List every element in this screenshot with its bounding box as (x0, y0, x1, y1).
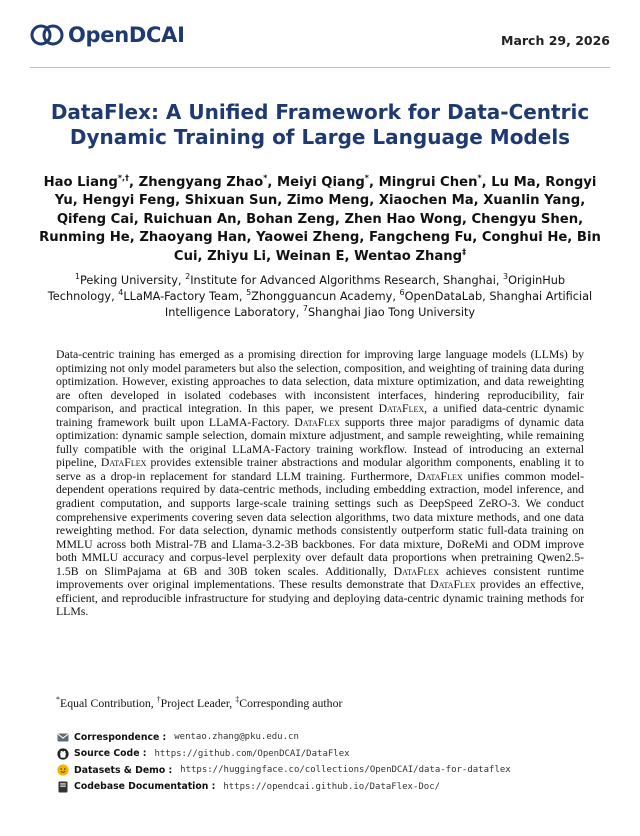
affiliation-number: 1 (74, 272, 80, 282)
author (139, 175, 268, 190)
correspondence-label: Correspondence : (74, 731, 167, 743)
author (256, 230, 359, 245)
source-code-link[interactable]: https://github.com/OpenDCAI/DataFlex (154, 748, 350, 759)
dataflex-name: DataFlex (417, 469, 463, 483)
author (139, 230, 246, 245)
author-name: Ruichuan An (143, 211, 237, 227)
dataflex-name: DataFlex (100, 456, 147, 470)
author-name: Fangcheng Fu (368, 230, 473, 246)
affiliation-number: 3 (503, 272, 509, 282)
author (344, 212, 461, 227)
author-name: Hengyi Feng (82, 193, 176, 209)
affiliation (246, 290, 392, 303)
affiliation-number: 7 (302, 304, 309, 314)
dataflex-name: DataFlex (430, 578, 476, 592)
github-icon (56, 748, 69, 760)
author-name: Runming He (39, 230, 130, 246)
author-name: Meiyi Qiang (277, 175, 365, 190)
contribution-footnote (56, 696, 342, 711)
resource-links (56, 729, 616, 795)
affiliation (303, 306, 475, 319)
affiliation-name: Peking University (79, 274, 178, 287)
author-name: Rongyi Yu (54, 175, 597, 209)
author-name: Zhaoyang Han (139, 230, 247, 246)
header-divider (30, 67, 610, 68)
datasets-demo-link[interactable]: https://huggingface.co/collections/OpenDCAI/data-for-dataflex (180, 765, 511, 776)
author-mark: * (263, 173, 268, 183)
author (44, 175, 129, 190)
link-row-correspondence (56, 729, 616, 746)
dataflex-name: DataFlex (378, 402, 425, 416)
link-row-datasets (56, 762, 616, 779)
author-list: Hao Liang*,†, Zhengyang Zhao*, Meiyi Qiang*, Mingrui Chen*, Lu Ma, Rongyi Yu, Hengyi Feng, Shixuan Sun, Zimo Meng, Xiaochen Ma, Xuanlin Yang, Qifeng Cai, Ruichuan An, Bohan Zeng, Zhen Hao Wong, Chengyu Shen, Runming He, Zhaoyang Han, Yaowei Zheng, Fangcheng Fu, Conghui He, Bin Cui, Zhiyu Li, Weinan E, Wentao Zhang‡ (39, 173, 601, 264)
author (39, 230, 130, 245)
link-row-documentation (56, 779, 616, 796)
author (246, 212, 335, 227)
affiliation-name: LLaMA-Factory Team (123, 290, 239, 303)
dataflex-name: DataFlex (393, 564, 440, 578)
author (491, 175, 535, 190)
author-name: Yaowei Zheng (256, 230, 360, 246)
affiliation (118, 290, 239, 303)
author (143, 212, 236, 227)
opendcai-logo-icon (30, 20, 64, 50)
equal-contribution-text: Equal Contribution, (60, 696, 157, 710)
documentation-link[interactable]: https://opendcai.github.io/DataFlex-Doc/ (223, 781, 441, 792)
abstract: Data-centric training has emerged as a promising direction for improving large language models (LLMs) by optimizing not only model parameters but also the selection, composition, and weighting of training data during optimization. However, existing approaches to data selection, data mixture optimization, and data reweighting are often developed in isolated codebases with inconsistent interfaces, hindering reproducibility, fair comparison, and practical integration. In this paper, we present DataFlex, a unified data-centric dynamic training framework built upon LLaMA-Factory. DataFlex supports three major paradigms of dynamic data optimization: dynamic sample selection, domain mixture adjustment, and sample reweighting, while remaining fully compatible with the original LLaMA-Factory training workflow. Instead of introducing an external pipeline, DataFlex provides extensible trainer abstractions and modular algorithm components, enabling it to serve as a drop-in replacement for standard LLM training. Furthermore, DataFlex unifies common model-dependent operations required by data-centric methods, including embedding extraction, model inference, and gradient computation, and supports large-scale training settings such as DeepSpeed ZeRO-3. We conduct comprehensive experiments covering seven data selection algorithms, two data mixture methods, and one data reweighting method. For data selection, dynamic methods consistently outperform static full-data training on MMLU across both Mistral-7B and Llama-3.2-3B backbones. For data mixture, DoReMi and ODM improve both MMLU accuracy and corpus-level perplexity over default data proportions when pretraining Qwen2.5-1.5B on SlimPajama at 6B and 30B token scales. Additionally, DataFlex achieves consistent runtime improvements over original implementations. These results demonstrate that DataFlex provides an effective, efficient, and reproducible infrastructure for studying and deploying data-centric dynamic training methods for LLMs. (56, 348, 584, 619)
author (277, 175, 369, 190)
affiliation-name: Shanghai Jiao Tong University (308, 306, 476, 319)
author-name: Xiaochen Ma (378, 193, 474, 209)
author-name: Mingrui Chen (378, 175, 478, 190)
author (287, 193, 369, 208)
author (379, 175, 482, 190)
author-name: Xuanlin Yang (483, 193, 581, 209)
affiliation-name: Institute for Advanced Algorithms Research, Shanghai (190, 274, 496, 287)
huggingface-icon (56, 764, 69, 776)
author (472, 212, 579, 227)
author-name: Shixuan Sun (184, 193, 278, 209)
author-name: Lu Ma (491, 175, 536, 190)
opendcai-logo (30, 20, 185, 50)
author (276, 249, 345, 264)
author-name: Zimo Meng (286, 193, 370, 209)
author-name: Zhen Hao Wong (344, 211, 462, 227)
publication-date: March 29, 2026 (501, 33, 610, 48)
author-name: Bohan Zeng (246, 211, 335, 227)
author-name: Weinan E (275, 248, 345, 264)
corresponding-author-text: Corresponding author (239, 696, 343, 710)
author-name: Conghui He (481, 230, 568, 246)
author (379, 193, 474, 208)
equal-contribution-mark: * (56, 695, 60, 705)
affiliation-number: 5 (246, 288, 252, 298)
author-name: Wentao Zhang (354, 248, 463, 264)
author-name: Zhiyu Li (207, 248, 267, 264)
project-leader-mark: † (156, 695, 161, 705)
author (369, 230, 472, 245)
affiliation-number: 4 (118, 288, 124, 298)
author-mark: ‡ (462, 247, 467, 257)
affiliation (185, 274, 496, 287)
affiliation-number: 6 (399, 288, 405, 298)
affiliation-name: OpenDataLab, Shanghai Artificial Intelligence Laboratory (164, 290, 593, 319)
author (185, 193, 277, 208)
author-name: Zhengyang Zhao (138, 175, 264, 190)
paper-title: DataFlex: A Unified Framework for Data-Centric Dynamic Training of Large Language Models (50, 100, 590, 149)
link-row-source-code (56, 746, 616, 763)
dataflex-name: DataFlex (294, 415, 340, 429)
correspondence-email-link[interactable]: wentao.zhang@pku.edu.cn (174, 732, 299, 743)
author-name: Qifeng Cai (56, 211, 134, 227)
author (354, 249, 466, 264)
project-leader-text: Project Leader, (160, 696, 236, 710)
corresponding-author-mark: ‡ (235, 695, 240, 705)
author-mark: * (477, 173, 482, 183)
author (207, 249, 266, 264)
affiliation-number: 2 (185, 272, 191, 282)
author (57, 212, 134, 227)
documentation-label: Codebase Documentation : (74, 781, 216, 793)
author-mark: * (364, 173, 369, 183)
book-icon (56, 781, 69, 793)
affiliation-list: $^1$Peking University, $^2$Institute for Advanced Algorithms Research, Shanghai, $^3$OriginHub Technology, $^4$LLaMA-Factory Team, $^5$Zhongguancun Academy, $^6$OpenDataLab, Shanghai Artificial Intelligence Laboratory, $^7$Shanghai Jiao Tong University (47, 272, 593, 319)
mail-icon (56, 731, 69, 743)
datasets-demo-label: Datasets & Demo : (74, 764, 173, 776)
affiliation (75, 274, 178, 287)
author-name: Chengyu Shen (471, 211, 579, 227)
author-name: Bin Cui (173, 230, 601, 264)
author (482, 230, 567, 245)
author-mark: *,† (117, 173, 130, 183)
source-code-label: Source Code : (74, 748, 147, 760)
header (30, 18, 610, 58)
affiliation-name: OriginHub Technology (47, 274, 566, 303)
logo-text: OpenDCAI (68, 23, 185, 47)
affiliation-name: Zhongguancun Academy (251, 290, 393, 303)
author (483, 193, 580, 208)
author-name: Hao Liang (43, 175, 118, 190)
author (82, 193, 175, 208)
